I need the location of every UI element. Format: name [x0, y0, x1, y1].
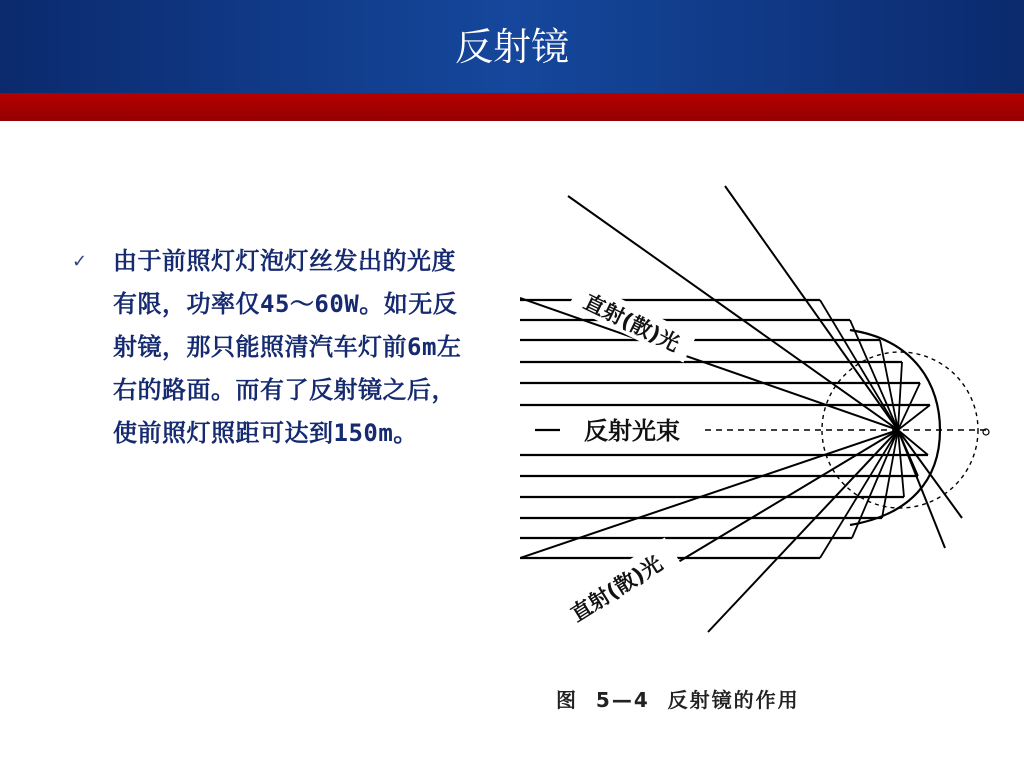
slide-header: [0, 0, 1024, 93]
bullet-paragraph: 由于前照灯灯泡灯丝发出的光度有限，功率仅45～60W。如无反射镜，那只能照清汽车灯前6m左右的路面。而有了反射镜之后，使前照灯照距可达到150m。: [113, 247, 462, 447]
reflector-diagram: [520, 180, 1000, 640]
header-accent-band: [0, 93, 1024, 121]
check-icon: ✓: [72, 251, 88, 272]
figure-caption: 图 5—4 反射镜的作用: [556, 688, 800, 712]
slide-title: 反射镜: [454, 25, 569, 69]
label-reflected-beam: 反射光束: [584, 417, 680, 445]
label-direct-light-bottom: 直射(散)光: [566, 551, 667, 627]
label-direct-light-top: 直射(散)光: [579, 289, 684, 357]
direct-rays: [520, 186, 962, 632]
